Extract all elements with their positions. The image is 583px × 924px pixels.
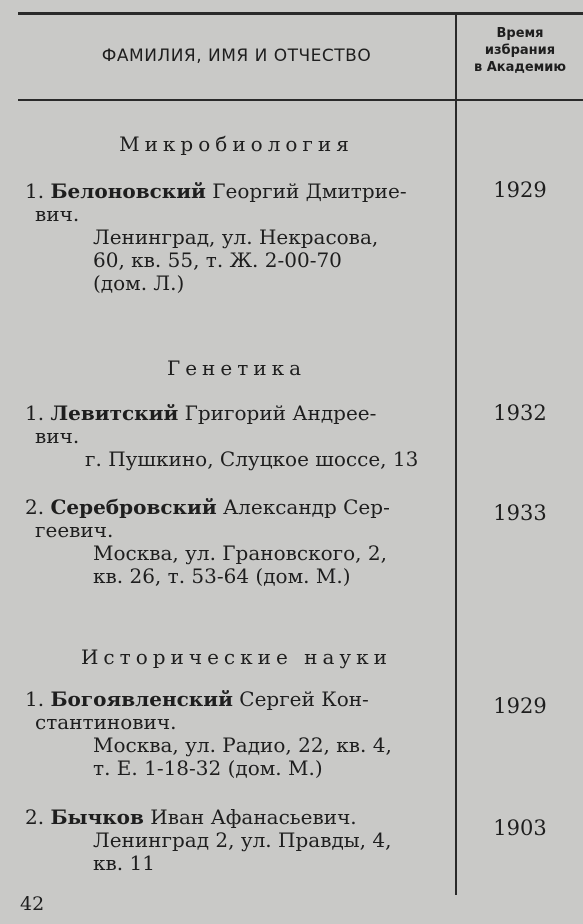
entry-name-continuation: стантинович.: [35, 710, 177, 734]
entry-address-line: Ленинград 2, ул. Правды, 4,: [93, 828, 392, 852]
entry-surname: Левитский: [50, 401, 179, 425]
entry-name-line: [25, 806, 450, 829]
entry-number: 2.: [25, 495, 45, 519]
entry-name-continuation: вич.: [35, 202, 80, 226]
entry-given-names: Иван Афанасьевич.: [150, 805, 357, 829]
entry-given-names: Георгий Дмитрие-: [212, 179, 407, 203]
entry-address-line: (дом. Л.): [93, 271, 185, 295]
entry-name-line: [25, 180, 450, 203]
entry-address-line: Москва, ул. Радио, 22, кв. 4,: [93, 733, 392, 757]
list-item: [25, 402, 450, 471]
header-rule: [18, 99, 583, 101]
list-item: [25, 180, 450, 295]
section-title: Генетика: [166, 356, 307, 380]
section-title: Микробиология: [119, 132, 354, 156]
column-header-name: ФАМИЛИЯ, ИМЯ И ОТЧЕСТВО: [101, 46, 372, 66]
column-header-date-line: Время: [496, 26, 544, 41]
list-item: [25, 806, 450, 875]
entry-surname: Серебровский: [50, 495, 217, 519]
list-item: [25, 688, 450, 780]
column-divider: [455, 15, 457, 895]
entry-address-line: Ленинград, ул. Некрасова,: [93, 225, 379, 249]
entry-name-line: [25, 688, 450, 711]
entry-address-line: т. Е. 1-18-32 (дом. М.): [93, 756, 323, 780]
section-title: Исторические науки: [80, 645, 392, 669]
entry-number: 1.: [25, 179, 45, 203]
entry-address-line: кв. 11: [93, 851, 155, 875]
entry-number: 1.: [25, 401, 45, 425]
entry-name-continuation: геевич.: [35, 518, 114, 542]
entry-name-continuation: вич.: [35, 424, 80, 448]
entry-given-names: Григорий Андрее-: [184, 401, 377, 425]
top-rule: [18, 12, 583, 15]
column-header-date-line: избрания: [484, 43, 556, 58]
entry-address-line: 60, кв. 55, т. Ж. 2-00-70: [93, 248, 342, 272]
entry-year: 1932: [493, 401, 547, 425]
entry-surname: Богоявленский: [50, 687, 233, 711]
page-number: 42: [20, 893, 45, 915]
entry-surname: Бычков: [50, 805, 144, 829]
entry-given-names: Сергей Кон-: [239, 687, 369, 711]
entry-year: 1903: [493, 816, 547, 840]
entry-address-line: Москва, ул. Грановского, 2,: [93, 541, 387, 565]
list-item: [25, 496, 450, 588]
entry-given-names: Александр Сер-: [223, 495, 390, 519]
entry-address-line: кв. 26, т. 53-64 (дом. М.): [93, 564, 351, 588]
entry-year: 1929: [493, 694, 547, 718]
entry-year: 1929: [493, 178, 547, 202]
entry-name-line: [25, 402, 450, 425]
entry-address-line: г. Пушкино, Слуцкое шоссе, 13: [85, 447, 419, 471]
entry-surname: Белоновский: [50, 179, 206, 203]
entry-year: 1933: [493, 501, 547, 525]
column-header-date: [457, 25, 583, 76]
entry-number: 2.: [25, 805, 45, 829]
entry-name-line: [25, 496, 450, 519]
column-header-date-line: в Академию: [473, 60, 567, 75]
entry-number: 1.: [25, 687, 45, 711]
